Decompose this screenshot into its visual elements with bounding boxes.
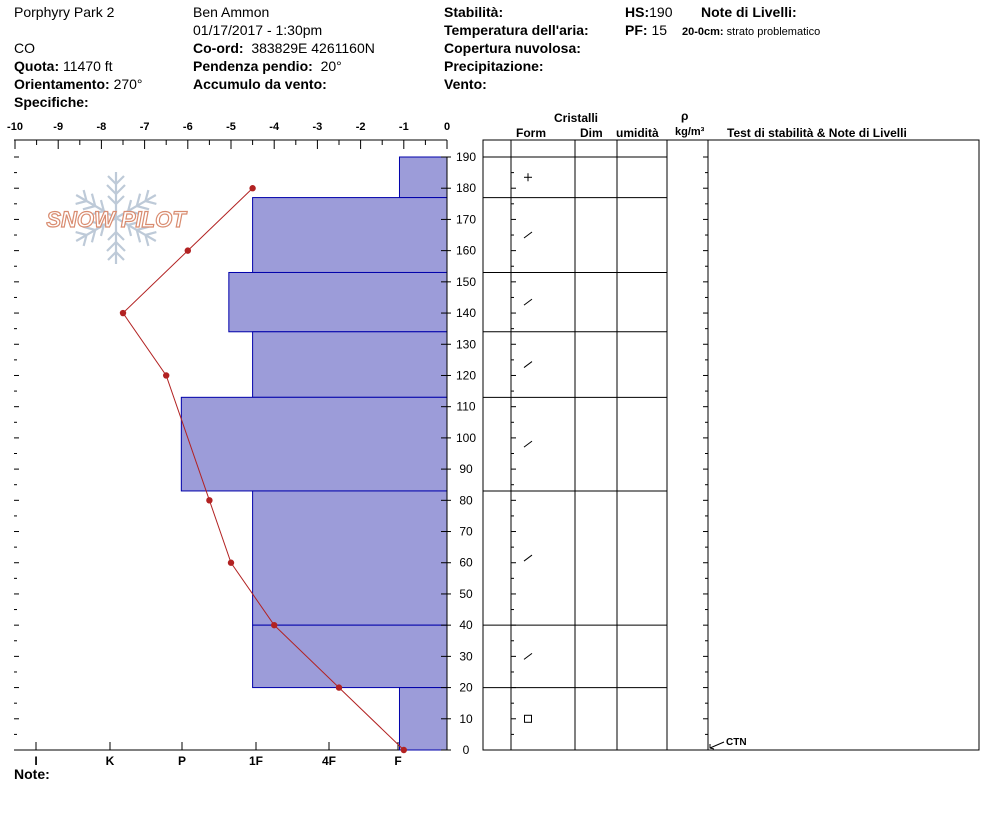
grain-form-icon: [524, 362, 532, 368]
hardness-label: F: [394, 754, 402, 768]
layer-table-frame: [483, 140, 979, 750]
temperature-point: [228, 560, 234, 566]
temperature-point: [120, 310, 126, 316]
height-tick-label: 20: [459, 680, 473, 695]
temp-tick-label: -2: [355, 121, 366, 133]
layer-note-depth: 20-0cm:: [682, 26, 724, 38]
height-tick-label: 120: [455, 368, 477, 383]
hardness-layer-bar: [399, 157, 447, 198]
hardness-label: I: [34, 754, 38, 768]
grain-form-icon: [524, 299, 532, 305]
crystals-header: Cristalli: [554, 111, 599, 125]
temperature-point: [336, 684, 342, 690]
height-tick-label: 170: [455, 212, 477, 227]
temp-tick-label: -3: [312, 121, 323, 133]
temperature-point: [206, 497, 212, 503]
temperature-point: [163, 372, 169, 378]
snowpilot-logo-text: SNOW PILOT: [46, 207, 186, 232]
temp-tick-label: -1: [398, 121, 409, 133]
grain-form-icon: [524, 555, 532, 561]
precipitation-label: Precipitazione:: [444, 58, 544, 74]
temp-tick-label: -10: [7, 121, 23, 133]
hardness-layer-bar: [399, 688, 447, 750]
hardness-label: 1F: [248, 754, 264, 768]
height-tick-label: 10: [459, 711, 473, 726]
height-tick-label: 80: [459, 493, 473, 508]
hardness-layer-bar: [253, 332, 447, 398]
wind-label: Vento:: [444, 76, 487, 92]
slope-angle-label: Pendenza pendio:: [193, 58, 313, 74]
density-unit-header: kg/m³: [675, 126, 705, 138]
grain-form-icon: [525, 715, 532, 722]
height-tick-label: 100: [455, 430, 477, 445]
temp-tick-label: -6: [182, 121, 193, 133]
height-tick-label: 190: [455, 150, 477, 164]
height-tick-label: 130: [455, 337, 477, 352]
height-tick-label: 110: [456, 399, 476, 414]
snow-height-label: HS:: [625, 4, 650, 20]
temp-tick-label: -7: [139, 121, 150, 133]
coordinates-value: 383829E 4261160N: [251, 40, 375, 56]
elevation-label: Quota:: [14, 58, 60, 74]
height-tick-label: 50: [459, 586, 473, 601]
height-tick-label: 160: [455, 243, 477, 258]
height-tick-label: 30: [459, 649, 473, 664]
slope-angle-value: 20°: [320, 58, 342, 74]
rho-header: ρ: [681, 109, 689, 123]
height-tick-label: 40: [459, 618, 473, 633]
grain-form-icon: [524, 441, 532, 447]
air-temp-label: Temperatura dell'aria:: [444, 22, 589, 38]
coordinates-label: Co-ord:: [193, 40, 244, 56]
temperature-point: [271, 622, 277, 628]
temperature-point: [401, 747, 407, 753]
aspect-label: Orientamento:: [14, 76, 110, 92]
form-header: Form: [516, 126, 546, 140]
layer-note-text: strato problematico: [726, 26, 821, 38]
observer-name: Ben Ammon: [193, 4, 270, 20]
hardness-layer-bar: [253, 625, 447, 687]
hardness-label: 4F: [321, 754, 337, 768]
grain-form-icon: [524, 232, 532, 238]
snow-height-value: 190: [649, 4, 673, 20]
specifics-label: Specifiche:: [14, 94, 89, 110]
tests-header: Test di stabilità & Note di Livelli: [727, 126, 907, 140]
temp-tick-label: -9: [53, 121, 64, 133]
hardness-layer-bar: [229, 272, 447, 331]
hardness-label: K: [105, 754, 115, 768]
foot-penetration-label: PF:: [625, 22, 648, 38]
height-tick-label: 70: [459, 524, 473, 539]
hardness-label: P: [177, 754, 187, 768]
ctn-arrow-icon: [710, 742, 724, 748]
wind-loading-label: Accumulo da vento:: [193, 76, 327, 92]
height-tick-label: 60: [459, 555, 473, 570]
temp-tick-label: -8: [96, 121, 107, 133]
aspect-value: 270°: [113, 76, 143, 92]
ctn-label: CTN: [726, 737, 747, 748]
stability-label: Stabilità:: [444, 4, 504, 20]
height-tick-label: 180: [455, 181, 477, 196]
temp-tick-label: -4: [269, 121, 280, 133]
grain-form-icon: [524, 653, 532, 659]
state: CO: [14, 40, 35, 56]
hardness-layer-bar: [253, 491, 447, 625]
location-name: Porphyry Park 2: [14, 4, 115, 20]
moisture-header: umidità: [616, 126, 659, 140]
observation-datetime: 01/17/2017 - 1:30pm: [193, 22, 323, 38]
elevation-value: 11470 ft: [63, 58, 113, 74]
note-label: Note:: [14, 766, 50, 782]
cloud-cover-label: Copertura nuvolosa:: [444, 40, 581, 56]
temp-tick-label: 0: [443, 121, 451, 133]
temperature-point: [185, 247, 191, 253]
foot-penetration-value: 15: [651, 22, 668, 38]
hardness-layer-bar: [253, 198, 447, 273]
height-tick-label: 0: [462, 743, 470, 757]
height-tick-label: 140: [455, 306, 477, 321]
hardness-layer-bar: [181, 397, 447, 491]
temperature-point: [249, 185, 255, 191]
height-tick-label: 150: [455, 274, 477, 289]
layer-notes-label: Note di Livelli:: [701, 4, 797, 20]
dim-header: Dim: [580, 126, 603, 140]
height-tick-label: 90: [459, 462, 473, 477]
temp-tick-label: -5: [226, 121, 236, 133]
